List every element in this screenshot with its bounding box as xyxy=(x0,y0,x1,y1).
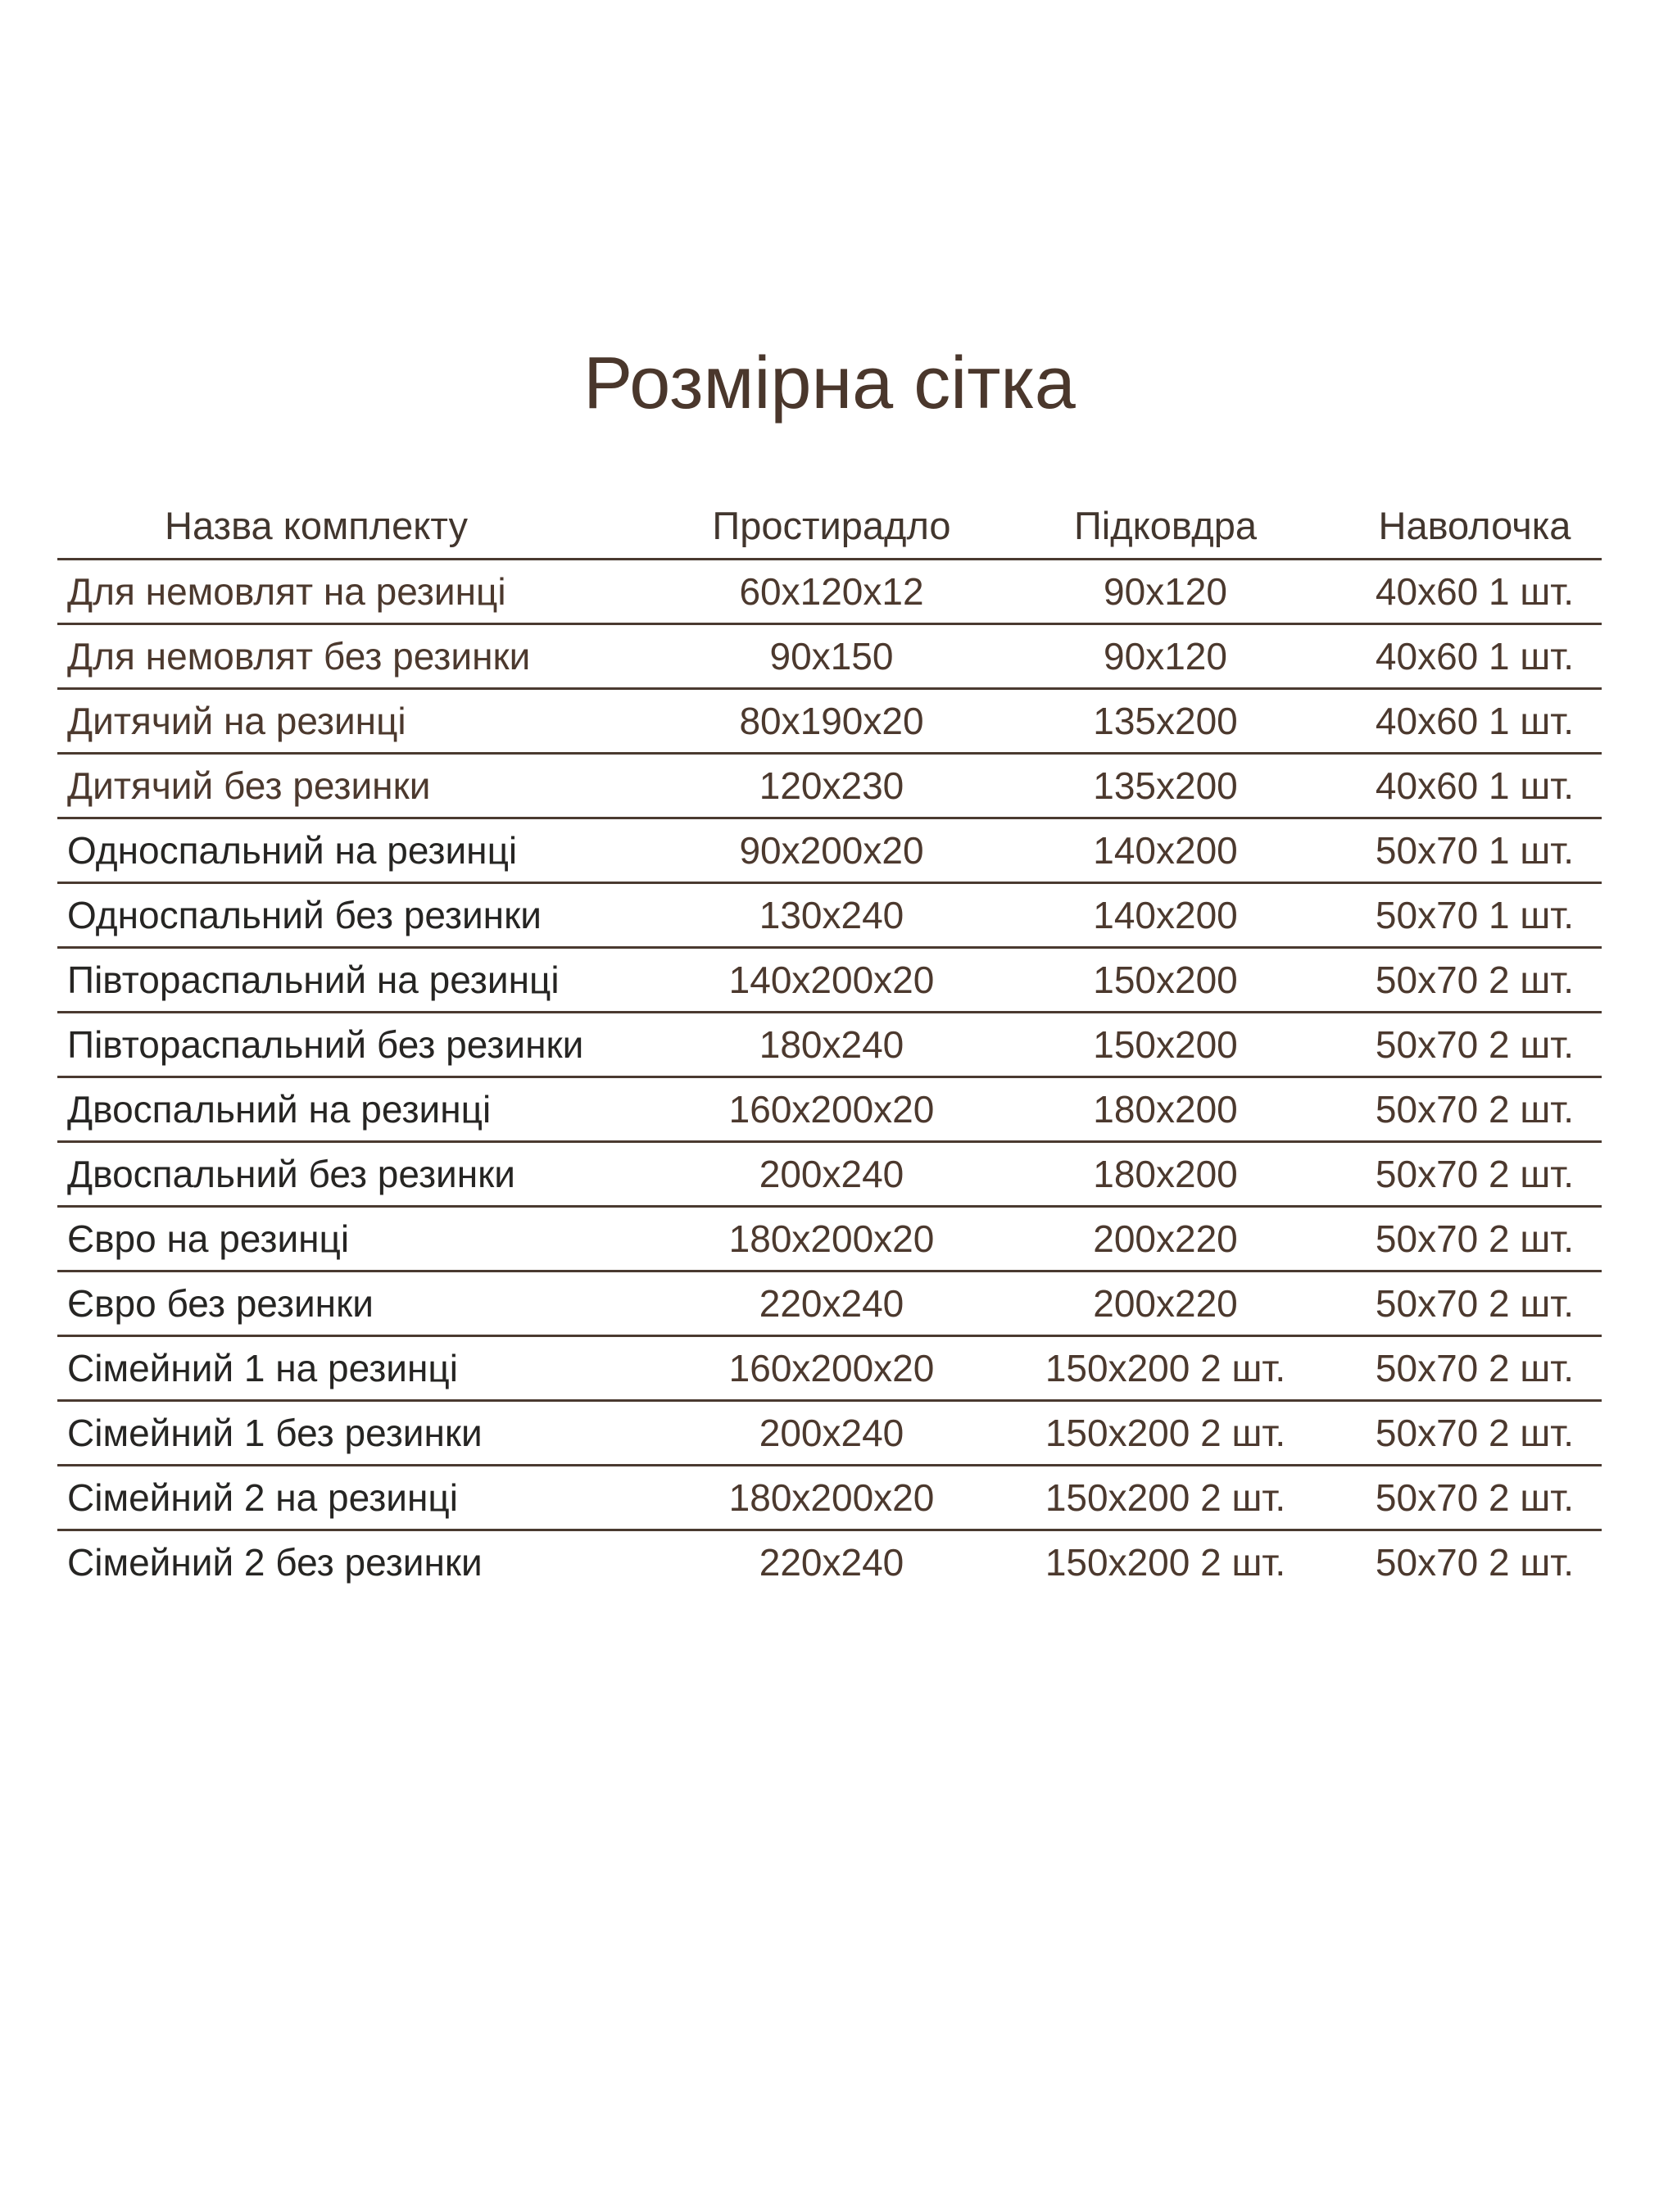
duvet-size-cell: 135x200 xyxy=(1093,764,1238,807)
duvet-size-cell: 140x200 xyxy=(1093,829,1238,872)
duvet-size-cell: 180x200 xyxy=(1093,1088,1238,1131)
table-row xyxy=(57,1466,1602,1531)
pillowcase-size-cell: 40x60 1 шт. xyxy=(1375,700,1575,742)
duvet-size-cell: 200x220 xyxy=(1093,1217,1238,1260)
set-name-cell: Сімейний 2 на резинці xyxy=(67,1476,458,1519)
set-name-cell: Сімейний 2 без резинки xyxy=(67,1541,483,1584)
duvet-size-cell: 140x200 xyxy=(1093,894,1238,936)
header-sheet: Простирадло xyxy=(712,503,951,547)
table-row xyxy=(57,1143,1602,1208)
table-row xyxy=(57,1013,1602,1078)
sheet-size-cell: 130x240 xyxy=(759,894,904,936)
pillowcase-size-cell: 50x70 2 шт. xyxy=(1375,1476,1575,1519)
duvet-size-cell: 180x200 xyxy=(1093,1153,1238,1195)
table-row xyxy=(57,1208,1602,1272)
set-name-cell: Дитячий без резинки xyxy=(67,764,431,807)
sheet-size-cell: 200x240 xyxy=(759,1153,904,1195)
pillowcase-size-cell: 50x70 2 шт. xyxy=(1375,959,1575,1001)
table-row xyxy=(57,560,1602,625)
pillowcase-size-cell: 50x70 2 шт. xyxy=(1375,1023,1575,1066)
table-row xyxy=(57,884,1602,949)
page-title: Розмірна сітка xyxy=(583,342,1076,424)
header-set-name: Назва комплекту xyxy=(165,503,468,547)
table-row xyxy=(57,1402,1602,1466)
set-name-cell: Двоспальний без резинки xyxy=(67,1153,515,1195)
pillowcase-size-cell: 50x70 1 шт. xyxy=(1375,894,1575,936)
set-name-cell: Для немовлят на резинці xyxy=(67,570,506,613)
pillowcase-size-cell: 50x70 2 шт. xyxy=(1375,1153,1575,1195)
duvet-size-cell: 150x200 xyxy=(1093,959,1238,1001)
set-name-cell: Односпальний на резинці xyxy=(67,829,518,872)
pillowcase-size-cell: 50x70 2 шт. xyxy=(1375,1541,1575,1584)
pillowcase-size-cell: 50x70 2 шт. xyxy=(1375,1088,1575,1131)
duvet-size-cell: 90x120 xyxy=(1104,570,1227,613)
table-row xyxy=(57,1078,1602,1143)
table-body xyxy=(57,560,1602,1593)
duvet-size-cell: 150x200 2 шт. xyxy=(1045,1412,1286,1454)
duvet-size-cell: 150x200 2 шт. xyxy=(1045,1476,1286,1519)
pillowcase-size-cell: 40x60 1 шт. xyxy=(1375,570,1575,613)
duvet-size-cell: 135x200 xyxy=(1093,700,1238,742)
sheet-size-cell: 160x200x20 xyxy=(728,1347,935,1389)
sheet-size-cell: 160x200x20 xyxy=(728,1088,935,1131)
size-table xyxy=(57,492,1602,1593)
pillowcase-size-cell: 40x60 1 шт. xyxy=(1375,764,1575,807)
set-name-cell: Для немовлят без резинки xyxy=(67,635,531,678)
pillowcase-size-cell: 50x70 2 шт. xyxy=(1375,1347,1575,1389)
table-row xyxy=(57,1337,1602,1402)
sheet-size-cell: 140x200x20 xyxy=(728,959,935,1001)
sheet-size-cell: 180x240 xyxy=(759,1023,904,1066)
sheet-size-cell: 200x240 xyxy=(759,1412,904,1454)
set-name-cell: Сімейний 1 на резинці xyxy=(67,1347,458,1389)
set-name-cell: Півтораспальний на резинці xyxy=(67,959,560,1001)
set-name-cell: Євро без резинки xyxy=(67,1282,374,1325)
sheet-size-cell: 180x200x20 xyxy=(728,1217,935,1260)
set-name-cell: Дитячий на резинці xyxy=(67,700,406,742)
duvet-size-cell: 150x200 xyxy=(1093,1023,1238,1066)
table-row xyxy=(57,819,1602,884)
set-name-cell: Двоспальний на резинці xyxy=(67,1088,492,1131)
sheet-size-cell: 60x120x12 xyxy=(739,570,924,613)
table-row xyxy=(57,1272,1602,1337)
set-name-cell: Півтораспальний без резинки xyxy=(67,1023,584,1066)
sheet-size-cell: 90x200x20 xyxy=(739,829,924,872)
sheet-size-cell: 120x230 xyxy=(759,764,904,807)
pillowcase-size-cell: 50x70 1 шт. xyxy=(1375,829,1575,872)
duvet-size-cell: 200x220 xyxy=(1093,1282,1238,1325)
pillowcase-size-cell: 50x70 2 шт. xyxy=(1375,1282,1575,1325)
duvet-size-cell: 90x120 xyxy=(1104,635,1227,678)
pillowcase-size-cell: 40x60 1 шт. xyxy=(1375,635,1575,678)
table-row xyxy=(57,690,1602,755)
sheet-size-cell: 90x150 xyxy=(769,635,894,678)
sheet-size-cell: 80x190x20 xyxy=(739,700,924,742)
sheet-size-cell: 220x240 xyxy=(759,1541,904,1584)
sheet-size-cell: 180x200x20 xyxy=(728,1476,935,1519)
set-name-cell: Сімейний 1 без резинки xyxy=(67,1412,483,1454)
pillowcase-size-cell: 50x70 2 шт. xyxy=(1375,1217,1575,1260)
sheet-size-cell: 220x240 xyxy=(759,1282,904,1325)
header-duvet: Підковдра xyxy=(1073,503,1258,547)
duvet-size-cell: 150x200 2 шт. xyxy=(1045,1347,1286,1389)
table-header-row xyxy=(57,492,1602,560)
set-name-cell: Односпальний без резинки xyxy=(67,894,542,936)
table-row xyxy=(57,755,1602,819)
table-row xyxy=(57,949,1602,1013)
set-name-cell: Євро на резинці xyxy=(67,1217,350,1260)
pillowcase-size-cell: 50x70 2 шт. xyxy=(1375,1412,1575,1454)
duvet-size-cell: 150x200 2 шт. xyxy=(1045,1541,1286,1584)
header-pillowcase: Наволочка xyxy=(1378,503,1571,547)
table-row xyxy=(57,625,1602,690)
table-row xyxy=(57,1531,1602,1593)
